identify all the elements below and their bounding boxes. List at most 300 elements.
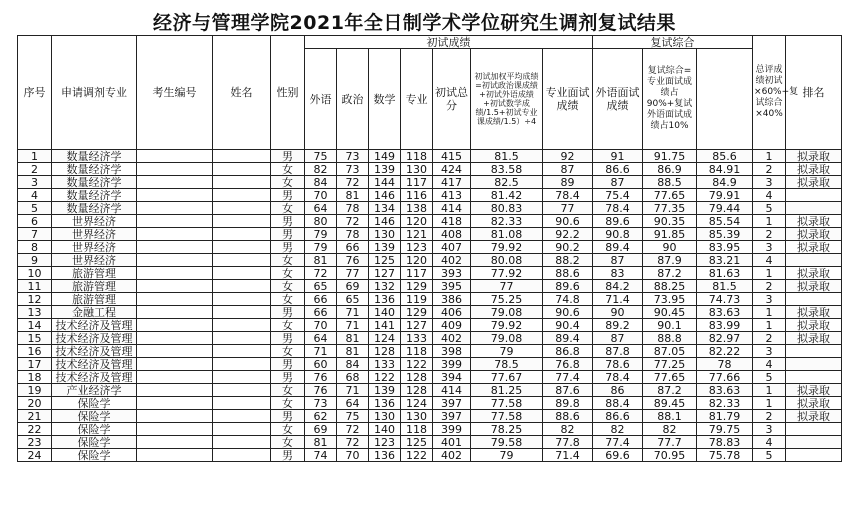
cell-foreign-interview: 89.6 (593, 215, 643, 228)
cell-math: 139 (369, 384, 401, 397)
cell-interview: 77.4 (543, 371, 593, 384)
cell-final: 81.5 (697, 280, 753, 293)
cell-retest-total: 90.1 (643, 319, 697, 332)
cell-politics: 65 (337, 293, 369, 306)
cell-rank: 5 (753, 371, 786, 384)
cell-specialty: 118 (401, 423, 433, 436)
cell-politics: 66 (337, 241, 369, 254)
col-exam-id: 考生编号 (137, 36, 213, 150)
cell-interview: 88.2 (543, 254, 593, 267)
cell-math: 133 (369, 358, 401, 371)
cell-final: 81.79 (697, 410, 753, 423)
cell-admit: 拟录取 (786, 319, 842, 332)
cell-gender: 女 (271, 254, 305, 267)
cell-rank: 5 (753, 202, 786, 215)
cell-politics: 73 (337, 163, 369, 176)
cell-foreign-interview: 88.4 (593, 397, 643, 410)
cell-admit: 拟录取 (786, 397, 842, 410)
cell-retest-total: 87.05 (643, 345, 697, 358)
cell-rank: 2 (753, 410, 786, 423)
cell-rank: 2 (753, 228, 786, 241)
cell-politics: 81 (337, 332, 369, 345)
table-row (18, 319, 842, 332)
cell-foreign-interview: 86 (593, 384, 643, 397)
cell-politics: 76 (337, 254, 369, 267)
cell-final: 83.95 (697, 241, 753, 254)
table-row (18, 358, 842, 371)
cell-rank: 4 (753, 436, 786, 449)
cell-name (213, 267, 271, 280)
cell-foreign-interview: 90.8 (593, 228, 643, 241)
cell-foreign: 60 (305, 358, 337, 371)
group-retest: 复试综合 (593, 36, 753, 49)
cell-foreign-interview: 87 (593, 254, 643, 267)
cell-prelim-total: 406 (433, 306, 471, 319)
table-row (18, 215, 842, 228)
cell-politics: 71 (337, 384, 369, 397)
cell-seq: 9 (18, 254, 52, 267)
cell-rank: 1 (753, 384, 786, 397)
cell-politics: 75 (337, 410, 369, 423)
cell-specialty: 122 (401, 449, 433, 462)
cell-prelim-weighted: 78.25 (471, 423, 543, 436)
cell-prelim-weighted: 82.33 (471, 215, 543, 228)
cell-retest-total: 70.95 (643, 449, 697, 462)
cell-specialty: 127 (401, 319, 433, 332)
cell-gender: 男 (271, 449, 305, 462)
cell-retest-total: 89.45 (643, 397, 697, 410)
document-title: 经济与管理学院2021年全日制学术学位研究生调剂复试结果 (153, 12, 676, 34)
cell-specialty: 118 (401, 150, 433, 163)
cell-gender: 女 (271, 436, 305, 449)
cell-foreign: 80 (305, 215, 337, 228)
cell-retest-total: 88.5 (643, 176, 697, 189)
cell-major: 技术经济及管理 (52, 345, 137, 358)
cell-name (213, 215, 271, 228)
cell-gender: 男 (271, 332, 305, 345)
cell-prelim-weighted: 79 (471, 345, 543, 358)
cell-major: 数量经济学 (52, 150, 137, 163)
cell-name (213, 150, 271, 163)
cell-final: 84.9 (697, 176, 753, 189)
cell-foreign-interview: 82 (593, 423, 643, 436)
cell-major: 技术经济及管理 (52, 371, 137, 384)
cell-seq: 4 (18, 189, 52, 202)
cell-interview: 89.8 (543, 397, 593, 410)
col-retest-total: 复试综合=专业面试成绩占90%+复试外语面试成绩占10% (643, 49, 697, 150)
cell-interview: 77.8 (543, 436, 593, 449)
cell-exam-id (137, 319, 213, 332)
cell-specialty: 128 (401, 384, 433, 397)
cell-name (213, 293, 271, 306)
cell-politics: 72 (337, 423, 369, 436)
cell-retest-total: 90.35 (643, 215, 697, 228)
cell-prelim-weighted: 77.92 (471, 267, 543, 280)
cell-interview: 78.4 (543, 189, 593, 202)
table-row (18, 345, 842, 358)
cell-politics: 77 (337, 267, 369, 280)
cell-prelim-total: 394 (433, 371, 471, 384)
table-row (18, 397, 842, 410)
cell-name (213, 423, 271, 436)
cell-foreign: 70 (305, 319, 337, 332)
cell-major: 保险学 (52, 397, 137, 410)
cell-final: 82.97 (697, 332, 753, 345)
cell-gender: 男 (271, 189, 305, 202)
cell-foreign-interview: 87 (593, 176, 643, 189)
cell-foreign-interview: 78.6 (593, 358, 643, 371)
cell-seq: 2 (18, 163, 52, 176)
cell-name (213, 189, 271, 202)
cell-foreign: 81 (305, 254, 337, 267)
cell-prelim-weighted: 80.83 (471, 202, 543, 215)
col-name: 姓名 (213, 36, 271, 150)
cell-politics: 72 (337, 176, 369, 189)
cell-final: 85.6 (697, 150, 753, 163)
cell-rank: 2 (753, 163, 786, 176)
cell-prelim-weighted: 75.25 (471, 293, 543, 306)
cell-admit: 拟录取 (786, 228, 842, 241)
cell-seq: 20 (18, 397, 52, 410)
cell-retest-total: 82 (643, 423, 697, 436)
cell-math: 134 (369, 202, 401, 215)
cell-prelim-total: 398 (433, 345, 471, 358)
cell-major: 数量经济学 (52, 176, 137, 189)
cell-rank: 3 (753, 293, 786, 306)
cell-seq: 10 (18, 267, 52, 280)
cell-exam-id (137, 241, 213, 254)
cell-prelim-total: 414 (433, 202, 471, 215)
cell-prelim-weighted: 82.5 (471, 176, 543, 189)
cell-foreign-interview: 90 (593, 306, 643, 319)
cell-prelim-total: 414 (433, 384, 471, 397)
cell-rank: 4 (753, 254, 786, 267)
cell-gender: 男 (271, 228, 305, 241)
cell-retest-total: 91.75 (643, 150, 697, 163)
col-prelim-total: 初试总分 (433, 49, 471, 150)
cell-specialty: 117 (401, 267, 433, 280)
cell-name (213, 319, 271, 332)
cell-name (213, 306, 271, 319)
cell-seq: 17 (18, 358, 52, 371)
cell-rank: 1 (753, 397, 786, 410)
cell-interview: 88.6 (543, 410, 593, 423)
cell-prelim-weighted: 81.5 (471, 150, 543, 163)
cell-prelim-total: 397 (433, 397, 471, 410)
cell-interview: 90.4 (543, 319, 593, 332)
cell-final: 77.66 (697, 371, 753, 384)
cell-foreign: 79 (305, 228, 337, 241)
cell-interview: 90.6 (543, 306, 593, 319)
cell-politics: 64 (337, 397, 369, 410)
cell-interview: 92.2 (543, 228, 593, 241)
cell-prelim-total: 386 (433, 293, 471, 306)
cell-prelim-total: 409 (433, 319, 471, 332)
cell-retest-total: 88.25 (643, 280, 697, 293)
cell-prelim-total: 395 (433, 280, 471, 293)
cell-specialty: 123 (401, 241, 433, 254)
cell-specialty: 130 (401, 163, 433, 176)
cell-admit (786, 371, 842, 384)
table-row (18, 293, 842, 306)
table-row (18, 384, 842, 397)
cell-retest-total: 91.85 (643, 228, 697, 241)
cell-admit: 拟录取 (786, 241, 842, 254)
cell-admit: 拟录取 (786, 176, 842, 189)
cell-major: 世界经济 (52, 228, 137, 241)
cell-prelim-weighted: 79.08 (471, 306, 543, 319)
cell-prelim-total: 402 (433, 449, 471, 462)
cell-math: 141 (369, 319, 401, 332)
cell-foreign: 73 (305, 397, 337, 410)
cell-interview: 87 (543, 163, 593, 176)
cell-gender: 女 (271, 345, 305, 358)
cell-prelim-weighted: 79.92 (471, 241, 543, 254)
cell-prelim-total: 407 (433, 241, 471, 254)
cell-admit: 拟录取 (786, 410, 842, 423)
cell-final: 83.63 (697, 306, 753, 319)
cell-name (213, 397, 271, 410)
cell-name (213, 384, 271, 397)
cell-prelim-weighted: 81.08 (471, 228, 543, 241)
cell-math: 122 (369, 371, 401, 384)
cell-math: 144 (369, 176, 401, 189)
cell-prelim-total: 417 (433, 176, 471, 189)
cell-name (213, 241, 271, 254)
cell-specialty: 122 (401, 358, 433, 371)
cell-foreign-interview: 75.4 (593, 189, 643, 202)
table-row (18, 241, 842, 254)
cell-seq: 14 (18, 319, 52, 332)
cell-major: 世界经济 (52, 254, 137, 267)
cell-gender: 女 (271, 202, 305, 215)
cell-final: 79.75 (697, 423, 753, 436)
cell-exam-id (137, 280, 213, 293)
cell-retest-total: 73.95 (643, 293, 697, 306)
cell-major: 产业经济学 (52, 384, 137, 397)
cell-gender: 男 (271, 150, 305, 163)
cell-seq: 7 (18, 228, 52, 241)
cell-rank: 3 (753, 241, 786, 254)
cell-gender: 女 (271, 163, 305, 176)
cell-prelim-total: 418 (433, 215, 471, 228)
cell-major: 技术经济及管理 (52, 332, 137, 345)
cell-retest-total: 90 (643, 241, 697, 254)
cell-foreign: 72 (305, 267, 337, 280)
cell-admit: 拟录取 (786, 306, 842, 319)
cell-specialty: 121 (401, 228, 433, 241)
cell-prelim-weighted: 79.58 (471, 436, 543, 449)
cell-specialty: 119 (401, 293, 433, 306)
cell-major: 世界经济 (52, 241, 137, 254)
cell-math: 130 (369, 228, 401, 241)
cell-admit (786, 449, 842, 462)
cell-retest-total: 77.65 (643, 371, 697, 384)
cell-exam-id (137, 202, 213, 215)
cell-prelim-weighted: 77.58 (471, 410, 543, 423)
cell-retest-total: 88.1 (643, 410, 697, 423)
cell-interview: 92 (543, 150, 593, 163)
cell-exam-id (137, 176, 213, 189)
cell-politics: 71 (337, 306, 369, 319)
col-major: 申请调剂专业 (52, 36, 137, 150)
cell-rank: 4 (753, 358, 786, 371)
cell-name (213, 228, 271, 241)
cell-foreign: 76 (305, 371, 337, 384)
cell-interview: 76.8 (543, 358, 593, 371)
cell-gender: 男 (271, 358, 305, 371)
col-foreign: 外语 (305, 49, 337, 150)
cell-foreign-interview: 69.6 (593, 449, 643, 462)
table-body (18, 150, 842, 462)
cell-foreign-interview: 71.4 (593, 293, 643, 306)
cell-retest-total: 90.45 (643, 306, 697, 319)
cell-interview: 74.8 (543, 293, 593, 306)
table-row (18, 280, 842, 293)
cell-final: 79.44 (697, 202, 753, 215)
cell-admit (786, 345, 842, 358)
cell-admit (786, 189, 842, 202)
cell-math: 130 (369, 410, 401, 423)
cell-name (213, 332, 271, 345)
cell-name (213, 176, 271, 189)
cell-name (213, 436, 271, 449)
cell-final: 83.63 (697, 384, 753, 397)
cell-final: 79.91 (697, 189, 753, 202)
cell-final: 74.73 (697, 293, 753, 306)
table-row (18, 189, 842, 202)
cell-politics: 84 (337, 358, 369, 371)
cell-foreign: 71 (305, 345, 337, 358)
cell-admit (786, 254, 842, 267)
cell-math: 123 (369, 436, 401, 449)
cell-politics: 72 (337, 215, 369, 228)
cell-final: 75.78 (697, 449, 753, 462)
col-final: 总评成绩初试×60%+复试综合×40% (753, 36, 786, 150)
cell-math: 139 (369, 163, 401, 176)
cell-politics: 73 (337, 150, 369, 163)
cell-final: 78.83 (697, 436, 753, 449)
cell-rank: 3 (753, 423, 786, 436)
cell-politics: 78 (337, 228, 369, 241)
table-row (18, 150, 842, 163)
cell-name (213, 280, 271, 293)
cell-foreign: 79 (305, 241, 337, 254)
cell-foreign-interview: 78.4 (593, 202, 643, 215)
cell-gender: 男 (271, 306, 305, 319)
cell-math: 124 (369, 332, 401, 345)
results-table (17, 35, 842, 462)
cell-specialty: 120 (401, 254, 433, 267)
cell-prelim-total: 399 (433, 358, 471, 371)
cell-politics: 81 (337, 189, 369, 202)
cell-specialty: 120 (401, 215, 433, 228)
cell-seq: 3 (18, 176, 52, 189)
cell-interview: 89.4 (543, 332, 593, 345)
cell-retest-total: 77.25 (643, 358, 697, 371)
cell-exam-id (137, 397, 213, 410)
cell-admit (786, 358, 842, 371)
cell-exam-id (137, 371, 213, 384)
cell-foreign: 69 (305, 423, 337, 436)
table-row (18, 332, 842, 345)
cell-admit (786, 436, 842, 449)
table-row (18, 202, 842, 215)
cell-gender: 女 (271, 319, 305, 332)
cell-exam-id (137, 163, 213, 176)
cell-final: 84.91 (697, 163, 753, 176)
cell-math: 136 (369, 293, 401, 306)
cell-foreign: 75 (305, 150, 337, 163)
cell-specialty: 116 (401, 189, 433, 202)
cell-name (213, 410, 271, 423)
cell-foreign-interview: 83 (593, 267, 643, 280)
cell-specialty: 125 (401, 436, 433, 449)
cell-specialty: 124 (401, 397, 433, 410)
cell-seq: 11 (18, 280, 52, 293)
cell-exam-id (137, 306, 213, 319)
cell-exam-id (137, 189, 213, 202)
cell-rank: 2 (753, 332, 786, 345)
cell-exam-id (137, 358, 213, 371)
cell-exam-id (137, 215, 213, 228)
cell-rank: 1 (753, 215, 786, 228)
cell-final: 85.54 (697, 215, 753, 228)
cell-prelim-weighted: 79.08 (471, 332, 543, 345)
col-math: 数学 (369, 49, 401, 150)
cell-foreign-interview: 77.4 (593, 436, 643, 449)
cell-math: 149 (369, 150, 401, 163)
cell-gender: 男 (271, 371, 305, 384)
table-row (18, 163, 842, 176)
cell-admit: 拟录取 (786, 163, 842, 176)
cell-rank: 4 (753, 189, 786, 202)
cell-prelim-weighted: 81.42 (471, 189, 543, 202)
cell-interview: 71.4 (543, 449, 593, 462)
cell-specialty: 129 (401, 280, 433, 293)
cell-foreign: 64 (305, 332, 337, 345)
cell-math: 139 (369, 241, 401, 254)
cell-final: 82.33 (697, 397, 753, 410)
col-interview: 专业面试成绩 (543, 49, 593, 150)
col-politics: 政治 (337, 49, 369, 150)
cell-prelim-total: 415 (433, 150, 471, 163)
cell-prelim-weighted: 77.67 (471, 371, 543, 384)
cell-final: 85.39 (697, 228, 753, 241)
cell-rank: 5 (753, 449, 786, 462)
cell-exam-id (137, 254, 213, 267)
cell-gender: 女 (271, 176, 305, 189)
cell-foreign: 76 (305, 384, 337, 397)
cell-rank: 1 (753, 319, 786, 332)
cell-exam-id (137, 423, 213, 436)
cell-prelim-total: 402 (433, 332, 471, 345)
cell-politics: 69 (337, 280, 369, 293)
cell-interview: 88.6 (543, 267, 593, 280)
cell-math: 132 (369, 280, 401, 293)
cell-foreign: 66 (305, 293, 337, 306)
cell-admit (786, 202, 842, 215)
cell-seq: 12 (18, 293, 52, 306)
table-row (18, 267, 842, 280)
cell-major: 技术经济及管理 (52, 358, 137, 371)
table-row (18, 306, 842, 319)
cell-prelim-weighted: 80.08 (471, 254, 543, 267)
cell-admit: 拟录取 (786, 267, 842, 280)
cell-name (213, 202, 271, 215)
col-prelim-weighted: 初试加权平均成绩=初试政治课成绩+初试外语成绩+初试数学成绩/1.5+初试专业课成绩/1.5）÷4 (471, 49, 543, 150)
col-gender: 性别 (271, 36, 305, 150)
